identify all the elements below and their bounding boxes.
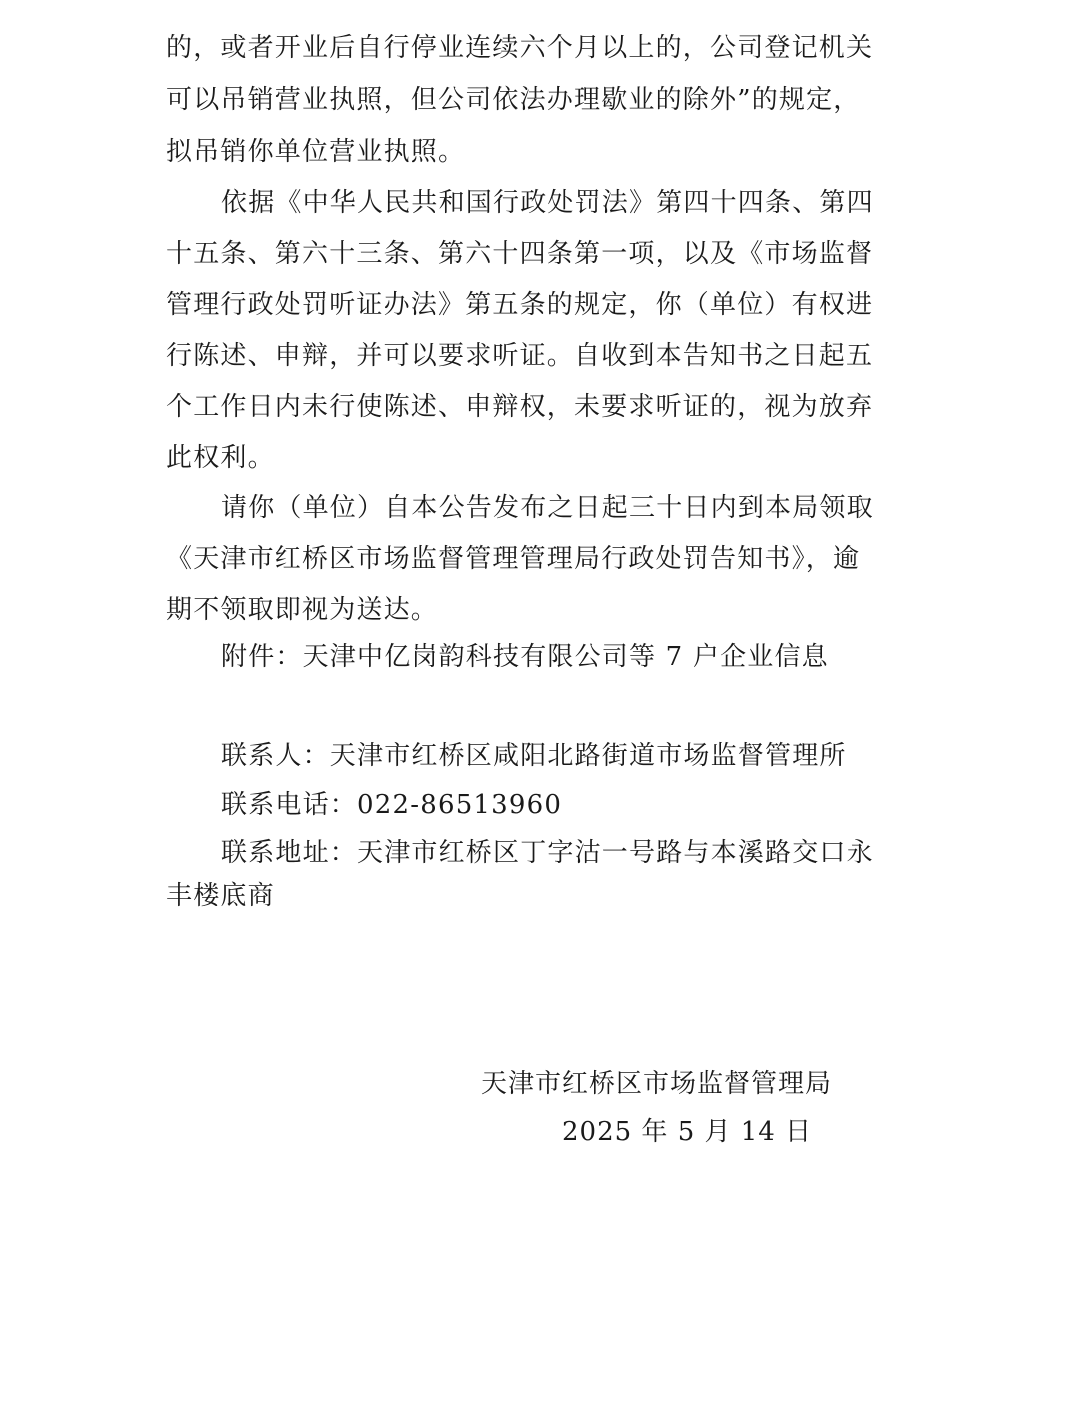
contact-phone: 联系电话：022-86513960 xyxy=(221,790,563,820)
body-text-line: 可以吊销营业执照，但公司依法办理歇业的除外”的规定， xyxy=(166,85,861,115)
attachment-line: 附件：天津中亿岗韵科技有限公司等 7 户企业信息 xyxy=(221,642,829,672)
body-text-line: 期不领取即视为送达。 xyxy=(166,595,439,625)
contact-address: 联系地址：天津市红桥区丁字沽一号路与本溪路交口永 xyxy=(221,838,874,868)
body-text-line: 十五条、第六十三条、第六十四条第一项，以及《市场监督 xyxy=(166,239,874,269)
contact-address-continued: 丰楼底商 xyxy=(166,881,275,911)
body-text-line: 拟吊销你单位营业执照。 xyxy=(166,137,466,167)
contact-person: 联系人：天津市红桥区咸阳北路街道市场监督管理所 xyxy=(221,741,847,771)
body-text-line: 的，或者开业后自行停业连续六个月以上的，公司登记机关 xyxy=(166,33,874,63)
body-text-line: 管理行政处罚听证办法》第五条的规定，你（单位）有权进 xyxy=(166,290,874,320)
body-text-line: 依据《中华人民共和国行政处罚法》第四十四条、第四 xyxy=(221,188,874,218)
body-text-line: 请你（单位）自本公告发布之日起三十日内到本局领取 xyxy=(221,493,874,523)
body-text-line: 《天津市红桥区市场监督管理管理局行政处罚告知书》，逾 xyxy=(166,544,861,574)
body-text-line: 行陈述、申辩，并可以要求听证。自收到本告知书之日起五 xyxy=(166,341,874,371)
body-text-line: 个工作日内未行使陈述、申辩权，未要求听证的，视为放弃 xyxy=(166,392,874,422)
issuing-organization: 天津市红桥区市场监督管理局 xyxy=(481,1069,833,1099)
body-text-line: 此权利。 xyxy=(166,443,275,473)
issue-date: 2025 年 5 月 14 日 xyxy=(562,1117,813,1147)
